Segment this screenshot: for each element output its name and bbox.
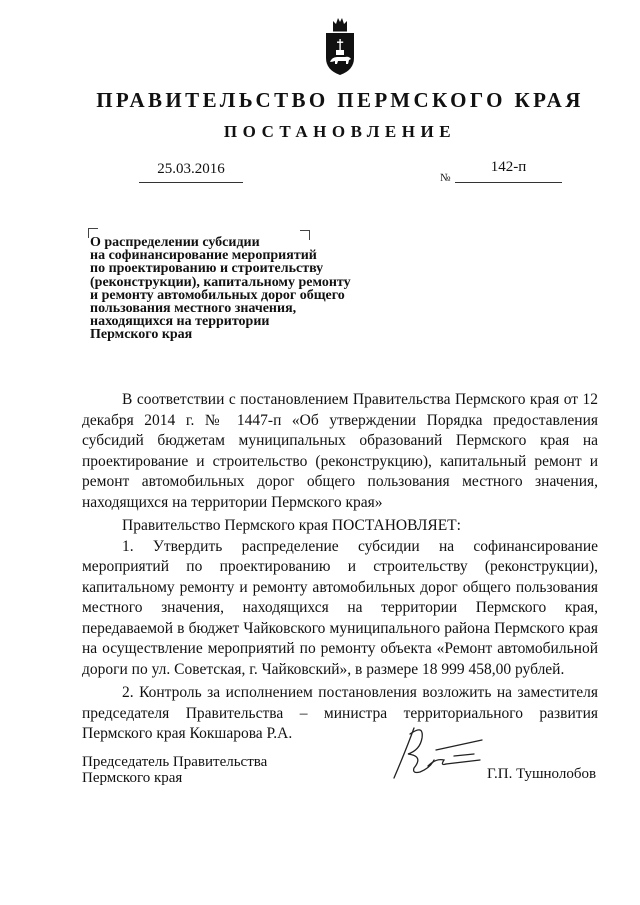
subject-line: Пермского края xyxy=(90,327,193,343)
item-1-paragraph: 1. Утвердить распределение субсидии на софинансирование мероприятий по проектированию и строительству (реконструкции), капитальному ремонту и ремонту автомобильных дорог общего пользования местного значения, находящихся на территории Пермского края, передаваемой в бюджет Чайковского муниципального района Пермского края на осуществление мероприятий по ремонту объекта «Ремонт автомобильной дороги по ул. Советская, г. Чайковский», в размере 18 999 458,00 рублей. xyxy=(82,537,598,678)
preamble-paragraph: В соответствии с постановлением Правительства Пермского края от 12 декабря 2014 г. № 1447-п «Об утверждении Порядка предоставления субсидий бюджетам муниципальных образований Пермского края на проектирование и строительство (реконструкцию), капитальный ремонт и ремонт автомобильных дорог общего пользования местного значения, находящихся на территории Пермского края» xyxy=(82,391,598,511)
document-number: 142-п xyxy=(455,159,562,183)
signer-name: Г.П. Тушнолобов xyxy=(487,766,597,782)
perm-krai-coat-of-arms-icon xyxy=(323,14,357,78)
subject-line: пользования местного значения, xyxy=(90,301,297,317)
signer-position xyxy=(82,754,267,786)
subject-line: и ремонту автомобильных дорог общего xyxy=(90,287,345,303)
signer-position-line: Председатель Правительства xyxy=(82,754,268,770)
signer-position-line: Пермского края xyxy=(82,770,183,786)
subject-line: О распределении субсидии xyxy=(90,235,260,250)
subject-line: по проектированию и строительству xyxy=(90,261,324,277)
document-subject xyxy=(90,236,351,342)
resolves-paragraph: Правительство Пермского края ПОСТАНОВЛЯЕТ: xyxy=(122,517,461,534)
subject-line: находящихся на территории xyxy=(90,314,270,330)
subject-line: (реконструкции), капитальному ремонту xyxy=(90,274,351,290)
subject-line: на софинансирование мероприятий xyxy=(90,248,317,264)
number-sign: № xyxy=(440,172,451,184)
document-type: ПОСТАНОВЛЕНИЕ xyxy=(223,122,457,141)
handwritten-signature xyxy=(384,720,494,784)
government-title: ПРАВИТЕЛЬСТВО ПЕРМСКОГО КРАЯ xyxy=(96,88,584,112)
document-date: 25.03.2016 xyxy=(139,161,243,183)
document-body xyxy=(82,390,598,745)
item-2-paragraph: 2. Контроль за исполнением постановления возложить на заместителя председателя Правительства – министра территориального развития Пермского края Кокшарова Р.А. xyxy=(82,684,598,742)
